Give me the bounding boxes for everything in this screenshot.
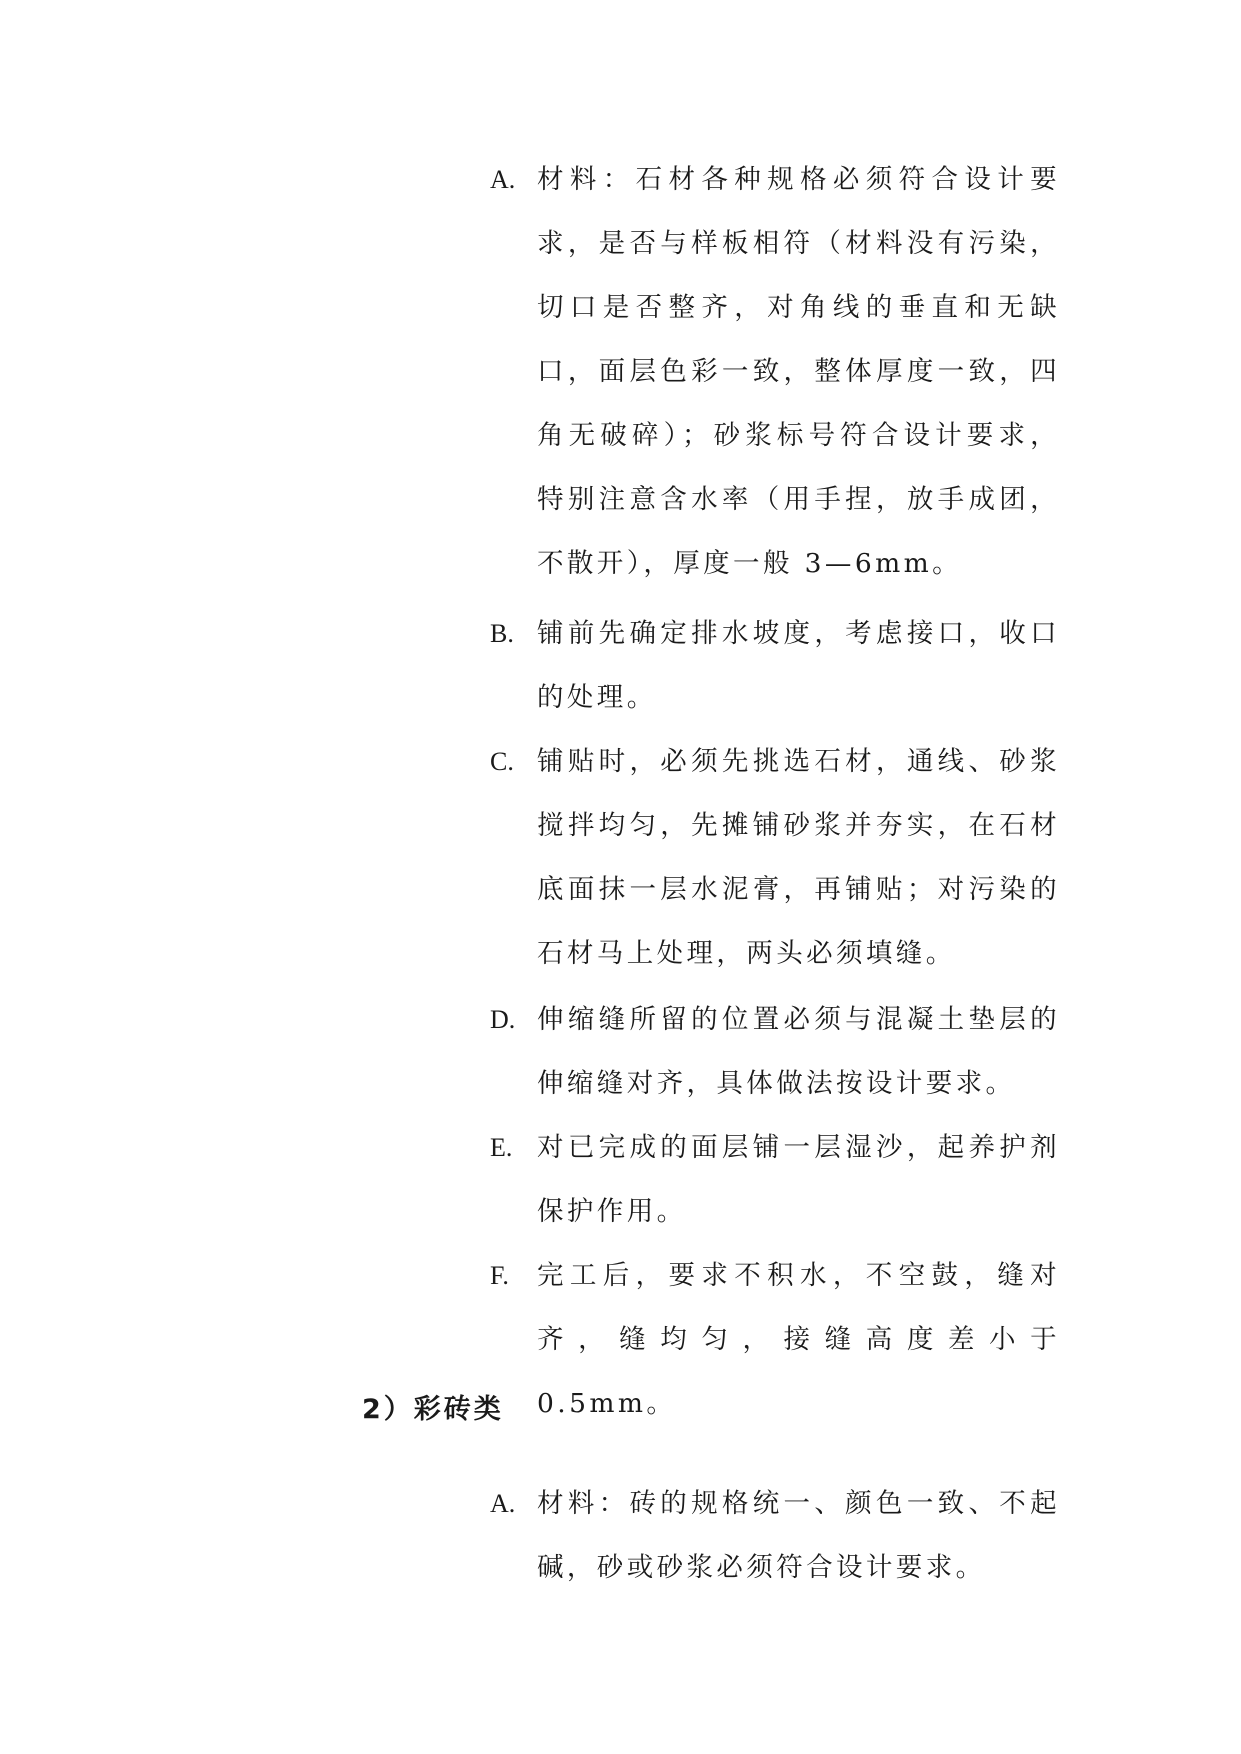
list-item-e (490, 1116, 1060, 1244)
item-marker: B. (490, 619, 514, 648)
item-text: 铺贴时，必须先挑选石材，通线、砂浆搅拌均匀，先摊铺砂浆并夯实，在石材底面抹一层水泥膏，再铺贴；对污染的石材马上处理，两头必须填缝。 (537, 746, 1060, 969)
item-marker: D. (490, 1005, 516, 1034)
item-marker: C. (490, 747, 514, 776)
item-text: 伸缩缝所留的位置必须与混凝土垫层的伸缩缝对齐，具体做法按设计要求。 (537, 1004, 1060, 1099)
item-marker: E. (490, 1133, 513, 1162)
list-item-f (490, 1244, 1060, 1436)
list-item-b (490, 602, 1060, 730)
item-marker: A. (490, 1489, 516, 1518)
item-marker: A. (490, 165, 516, 194)
item-text: 材料：石材各种规格必须符合设计要求，是否与样板相符（材料没有污染，切口是否整齐，对角线的垂直和无缺口，面层色彩一致，整体厚度一致，四角无破碎）；砂浆标号符合设计要求，特别注意含水率（用手捏，放手成团，不散开），厚度一般 3—6mm。 (537, 164, 1060, 579)
item-text: 铺前先确定排水坡度，考虑接口，收口的处理。 (537, 618, 1060, 713)
list-item-c (490, 730, 1060, 986)
item-text: 对已完成的面层铺一层湿沙，起养护剂保护作用。 (537, 1132, 1060, 1227)
item-text: 材料：砖的规格统一、颜色一致、不起碱，砂或砂浆必须符合设计要求。 (537, 1488, 1060, 1583)
list-item-d (490, 988, 1060, 1116)
list-item-a (490, 1472, 1060, 1600)
section-heading: 2）彩砖类 (362, 1394, 504, 1425)
list-item-a (490, 148, 1060, 596)
item-marker: F. (490, 1261, 509, 1290)
item-text: 完工后，要求不积水，不空鼓，缝对齐，缝均匀，接缝高度差小于 0.5mm。 (537, 1260, 1060, 1419)
